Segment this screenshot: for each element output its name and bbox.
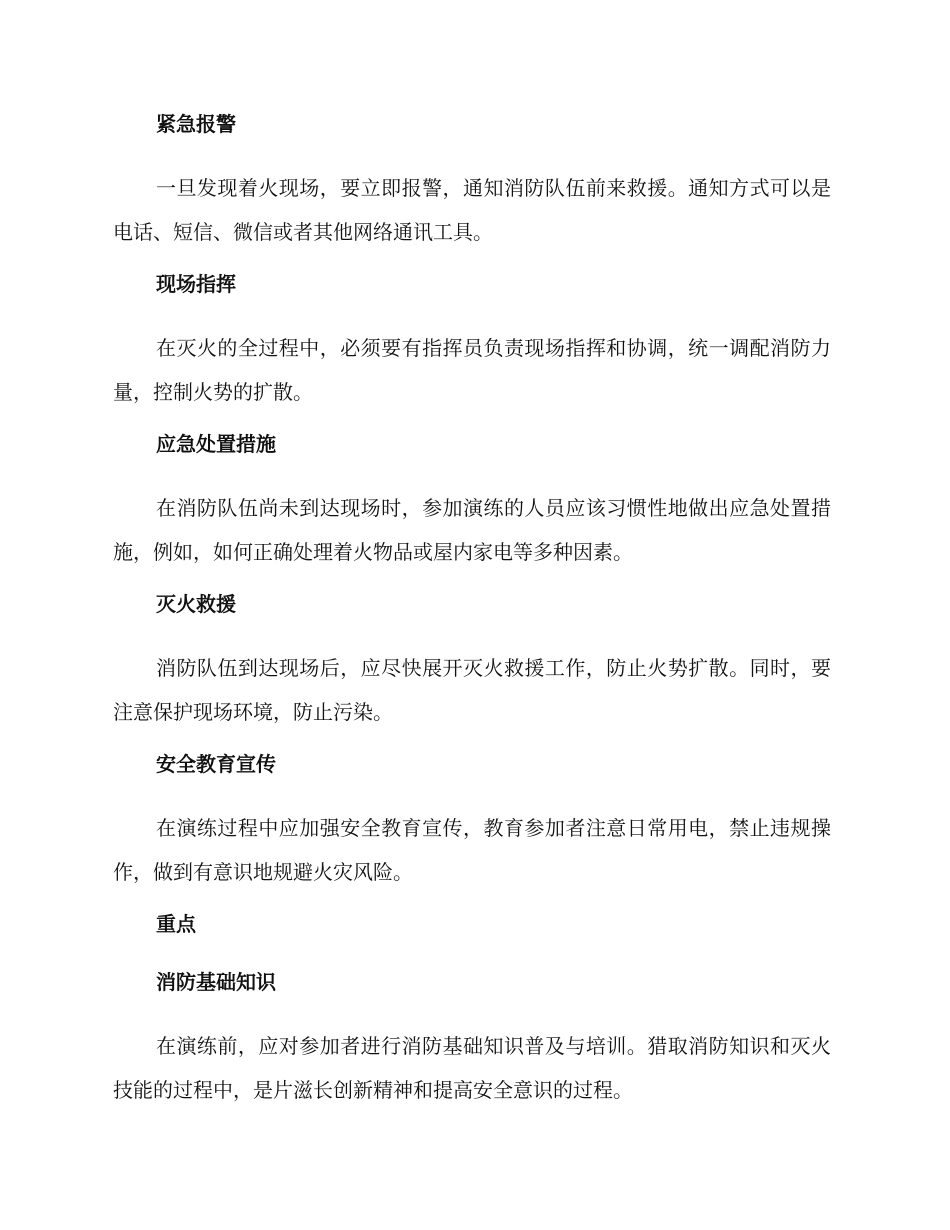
section-key-points bbox=[113, 908, 831, 1112]
section-paragraph: 在演练过程中应加强安全教育宣传，教育参加者注意日常用电，禁止违规操作，做到有意识地规避火灾风险。 bbox=[113, 816, 831, 884]
section-paragraph: 一旦发现着火现场，要立即报警，通知消防队伍前来救援。通知方式可以是电话、短信、微信或者其他网络通讯工具。 bbox=[113, 176, 831, 244]
section-heading: 现场指挥 bbox=[156, 272, 236, 296]
section-heading: 灭火救援 bbox=[156, 592, 236, 616]
key-points-paragraph: 在演练前，应对参加者进行消防基础知识普及与培训。猎取消防知识和灭火技能的过程中，是片滋长创新精神和提高安全意识的过程。 bbox=[113, 1034, 831, 1102]
section-paragraph: 在消防队伍尚未到达现场时，参加演练的人员应该习惯性地做出应急处置措施，例如，如何正确处理着火物品或屋内家电等多种因素。 bbox=[113, 496, 831, 564]
section-heading: 安全教育宣传 bbox=[156, 752, 276, 776]
key-points-subheading: 消防基础知识 bbox=[156, 970, 276, 994]
document-content bbox=[113, 108, 831, 1126]
section-fire-rescue bbox=[113, 588, 831, 734]
section-paragraph: 在灭火的全过程中，必须要有指挥员负责现场指挥和协调，统一调配消防力量，控制火势的扩散。 bbox=[113, 336, 831, 404]
section-emergency-alarm bbox=[113, 108, 831, 254]
section-emergency-measures bbox=[113, 428, 831, 574]
section-heading: 应急处置措施 bbox=[156, 432, 276, 456]
key-points-heading: 重点 bbox=[156, 912, 196, 936]
section-heading: 紧急报警 bbox=[156, 112, 236, 136]
section-onsite-command bbox=[113, 268, 831, 414]
section-safety-education bbox=[113, 748, 831, 894]
section-paragraph: 消防队伍到达现场后，应尽快展开灭火救援工作，防止火势扩散。同时，要注意保护现场环境，防止污染。 bbox=[113, 656, 831, 724]
